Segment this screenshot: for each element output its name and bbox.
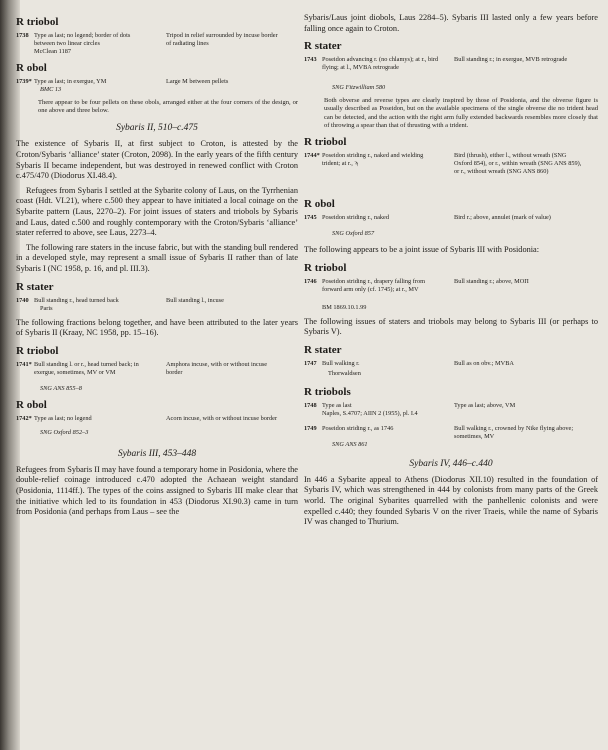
reference: SNG Oxford 852–3: [40, 428, 89, 436]
obverse-description: Bull standing r., head turned back: [34, 296, 119, 304]
entry-number: 1746: [304, 277, 317, 285]
reverse-description: Bull standing r.; in exergue, MVB retrograde: [454, 56, 568, 64]
text-paragraph: The following fractions belong together, and have been attributed to the later years of Sybaris II (Kraay, NC 1958, pp. 15–16).: [16, 317, 298, 338]
entry-number: 1745: [304, 214, 317, 221]
reverse-description: Bull standing r.; above, MOΠ: [454, 277, 529, 285]
text-paragraph: Refugees from Sybaris II may have found a temporary home in Posidonia, where the double-relief coinage introduced c.470 adopted the Achaean weight standard (Posidonia, 1114ff.). The types of the coins assigned to Sybaris III make clear that the initiative which led to its foundation in 453 (Diodorus XI.90.3) came in turn from Posidonia (and perhaps from Laus – see the: [16, 464, 298, 517]
catalogue-entry: [304, 360, 598, 380]
text-paragraph: The existence of Sybaris II, at first subject to Croton, is attested by the Croton/Sybaris ‘alliance’ stater (Croton, 2098). In the early years of the fifth century Sybaris II became independent, but was destroyed in renewed conflict with Croton c.475/470 (Diodorus XI.48.4).: [16, 139, 298, 181]
obverse-description: Poseidon striding r., naked and wielding trident; at r., ϡ: [322, 152, 424, 167]
section-title: Sybaris IV, 446–c.440: [409, 458, 493, 469]
reference: SNG Fitzwilliam 580: [332, 84, 386, 92]
denomination-heading: R triobol: [304, 261, 347, 274]
reference: SNG ANS 861: [332, 440, 368, 448]
catalogue-entry: [304, 278, 598, 312]
denomination-heading: R triobols: [304, 385, 351, 398]
catalogue-entry: [16, 297, 298, 313]
reverse-description: Bird (thrush), either l., without wreath (SNG Oxford 854), or r., within wreath (SNG ANS 859), or r., without wreath (SNG ANS 860): [454, 152, 582, 175]
entry-number: 1739*: [16, 78, 32, 85]
entry-number: 1740: [16, 296, 29, 304]
section-title: Sybaris II, 510–c.475: [116, 123, 198, 134]
obverse-description: Bull standing l. or r., head turned back; in exergue, sometimes, MV or VM: [34, 360, 139, 376]
entry-number: 1744*: [304, 152, 320, 159]
catalogue-entry: [304, 214, 598, 240]
denomination-heading: R triobol: [304, 136, 347, 148]
denomination-heading: R triobol: [16, 16, 59, 28]
obverse-description: Type as last; no legend; border of dots between two linear circles: [34, 32, 131, 47]
reference: SNG ANS 855–8: [40, 384, 82, 392]
obverse-description: Bull walking r.: [322, 359, 360, 367]
entry-number: 1747: [304, 359, 317, 367]
reverse-description: Type as last; above, VM: [454, 401, 516, 409]
denomination-heading: R stater: [304, 40, 342, 53]
entry-number: 1742*: [16, 414, 32, 422]
denomination-heading: R stater: [16, 280, 54, 293]
reverse-description: Bull walking r., crowned by Nike flying above; sometimes, MV: [454, 424, 574, 440]
obverse-description: Type as last: [322, 401, 352, 409]
text-paragraph: Sybaris/Laus joint diobols, Laus 2284–5). Sybaris III lasted only a few years before falling once again to Croton.: [304, 13, 598, 33]
reference: BMC 13: [40, 86, 62, 93]
reverse-description: Amphora incuse, with or without incuse border: [166, 360, 268, 376]
section-title: Sybaris III, 453–448: [117, 448, 197, 459]
text-paragraph: The following issues of staters and triobols may belong to Sybaris III (or perhaps to Sybaris V).: [304, 316, 598, 337]
obverse-description: Poseidon striding r., as 1746: [322, 424, 394, 432]
right-column: [304, 10, 598, 532]
reference: Thorwaldsen: [328, 369, 361, 377]
reverse-description: Bull standing l., incuse: [166, 296, 224, 304]
reverse-description: Tripod in relief surrounded by incuse border of radiating lines: [166, 32, 278, 47]
reference: Naples, S.4707; AIIN 2 (1955), pl. I.4: [322, 409, 418, 417]
catalogue-entry: [304, 425, 598, 451]
reverse-description: Bull as on obv.; MVBA: [454, 359, 514, 367]
text-paragraph: The following appears to be a joint issue of Sybaris III with Posidonia:: [304, 245, 540, 254]
obverse-description: Poseidon advancing r. (no chlamys); at r., bird flying; at l., MVBA retrograde: [322, 56, 439, 72]
catalogue-entry: [16, 78, 298, 94]
obverse-description: Type as last; in exergue, YM: [34, 78, 107, 85]
entry-number: 1749: [304, 424, 317, 432]
entry-number: 1743: [304, 56, 317, 64]
catalogue-entry: [16, 32, 298, 56]
catalogue-entry: [304, 152, 598, 192]
denomination-heading: R obol: [16, 398, 47, 411]
reverse-description: Large M between pellets: [166, 78, 229, 85]
text-paragraph: In 446 a Sybarite appeal to Athens (Diodorus XII.10) resulted in the foundation of Sybaris IV, which was strengthened in 444 by colonists from many parts of the Greek world. The original Sybarites quarrelled with the panhellenic colonists and were expelled c.440; they founded Sybaris V on the river Traeis, while the name of Sybaris IV was changed to Thurium.: [304, 474, 598, 527]
denomination-heading: R stater: [304, 343, 342, 356]
obverse-description: Type as last; no legend: [34, 414, 92, 422]
reverse-description: Bird r.; above, annulet (mark of value): [454, 214, 551, 221]
denomination-heading: R obol: [304, 198, 335, 210]
catalogue-entry: [16, 361, 298, 393]
entry-number: 1741*: [16, 360, 32, 368]
reference: Paris: [40, 304, 53, 312]
denomination-heading: R obol: [16, 62, 47, 74]
entry-number: 1738: [16, 32, 29, 39]
note-paragraph: There appear to be four pellets on these obols, arranged either at the four corners of the design, or one above and three below.: [38, 99, 298, 115]
denomination-heading: R triobol: [16, 344, 59, 357]
reference: BM 1869.10.1.99: [322, 303, 367, 311]
text-paragraph: Refugees from Sybaris I settled at the Sybarite colony of Laus, on the Tyrrhenian coast (Hdt. VI.21), where c.500 they appear to have initiated a local coinage on the Sybarite pattern (Laus, 2270–2). For joint issues of staters and triobols by Sybaris and Laus, dated c.500 and roughly contemporary with the Croton/Sybaris ‘alliance’ stater referred to above, see Laus, 2273–4.: [16, 185, 298, 238]
note-paragraph: Both obverse and reverse types are clearly inspired by those of Posidonia, and the obverse figure is usually described as Poseidon, but on the available specimens of the single obverse die no trident head can be detected, and the action with the right arm fully extended backwards resembles more closely that of throwing a spear than that of thrusting with a trident.: [324, 97, 598, 129]
catalogue-entry: [304, 56, 598, 92]
reference: SNG Oxford 857: [332, 230, 375, 237]
text-paragraph: The following rare staters in the incuse fabric, but with the standing bull rendered in a developed style, may represent a small issue of Sybaris II rather than of late Sybaris I (NC 1958, p. 16, and pl. III.3).: [16, 242, 298, 273]
obverse-description: Poseidon striding r., naked: [322, 214, 389, 221]
left-column: [16, 10, 298, 522]
entry-number: 1748: [304, 401, 317, 409]
reference: McClean 1187: [34, 48, 72, 55]
obverse-description: Poseidon striding r., drapery falling from forward arm only (cf. 1745); at r., MV: [322, 277, 426, 293]
reverse-description: Acorn incuse, with or without incuse border: [166, 414, 278, 422]
catalogue-entry: [16, 415, 298, 441]
catalogue-entry: [304, 402, 598, 420]
